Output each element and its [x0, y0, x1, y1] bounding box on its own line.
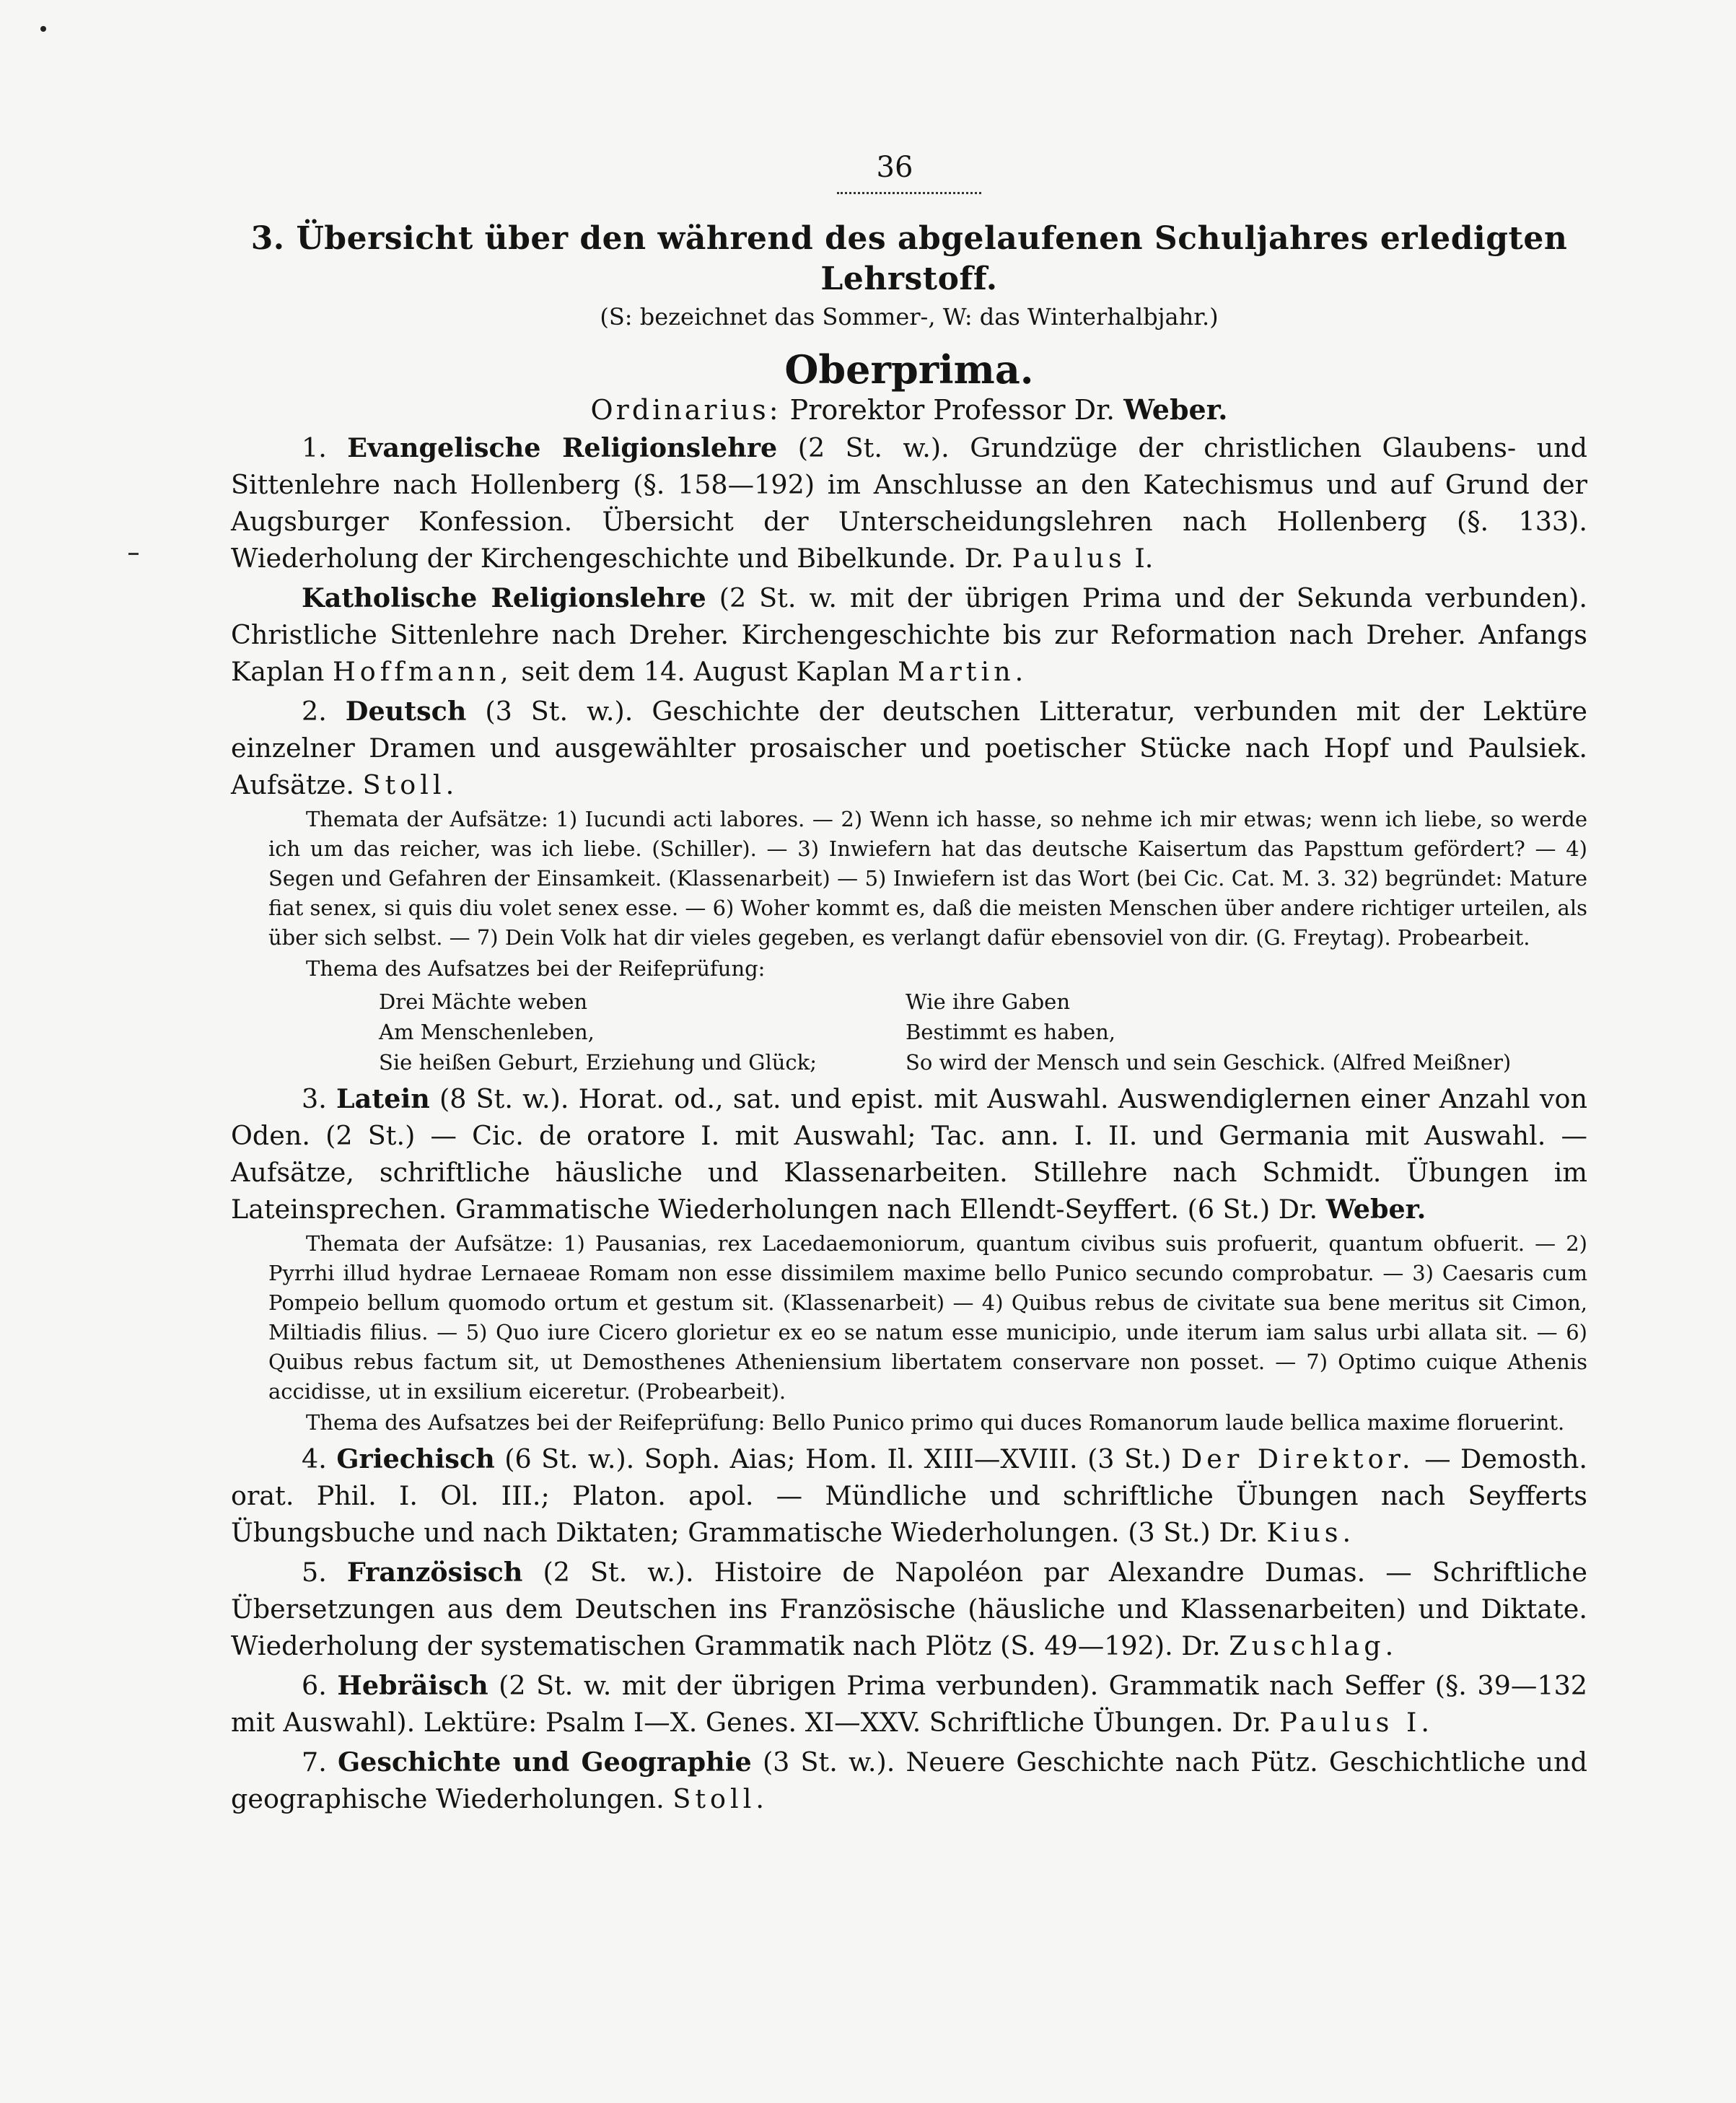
subject-text: (2 St. w. mit der übrigen Prima und der Sekunda verbunden). Christliche Sittenlehre nach Dreher. Kirchengeschichte bis zur Reformation nach Dreher. Anfangs Kaplan [231, 582, 1587, 687]
scan-mark [128, 553, 139, 555]
section-note: (S: bezeichnet das Sommer-, W: das Winterhalbjahr.) [600, 303, 1219, 331]
subject-religion-ev [231, 429, 1587, 577]
subject-name: Geschichte und Geographie [337, 1746, 752, 1778]
subject-latein [231, 1080, 1587, 1228]
subject-text: (3 St. w.). Geschichte der deutschen Litteratur, verbunden mit der Lektüre einzelner Dramen und ausgewählter prosaischer und poetischer Stücke nach Hopf und Paulsiek. Aufsätze. [231, 696, 1588, 800]
subject-name: Evangelische Religionslehre [347, 432, 778, 463]
subject-franzoesisch [231, 1554, 1587, 1664]
subject-religion-kath [231, 580, 1587, 690]
poem-line: So wird der Mensch und sein Geschick. (Alfred Meißner) [906, 1050, 1512, 1075]
subject-number: 2. [302, 696, 327, 727]
subject-griechisch [231, 1440, 1587, 1551]
document-page [231, 152, 1587, 1817]
scan-speck [40, 26, 46, 32]
section-title: 3. Übersicht über den während des abgelaufenen Schuljahres erledigten Lehrstoff. [250, 220, 1568, 297]
subject-deutsch [231, 693, 1587, 803]
teacher-name: Kius. [1266, 1517, 1356, 1548]
subject-number: 1. [302, 432, 327, 463]
subject-number: 4. [302, 1443, 327, 1474]
subject-text: (2 St. w. mit der übrigen Prima verbunden). Grammatik nach Seffer (§. 39—132 mit Auswahl). Lektüre: Psalm I—X. Genes. XI—XXV. Schriftliche Übungen. Dr. [231, 1670, 1588, 1738]
teacher-name: Paulus I. [1279, 1707, 1434, 1738]
subject-name: Griechisch [336, 1443, 495, 1474]
teacher-name: Paulus [1012, 543, 1126, 574]
poem-line: Am Menschenleben, [379, 1020, 595, 1044]
subject-text: (6 St. w.). Soph. Aias; Hom. Il. XIII—XVIII. (3 St.) [504, 1443, 1172, 1474]
subject-name: Hebräisch [337, 1670, 488, 1701]
teacher-name: Stoll. [672, 1783, 768, 1814]
subject-number: 3. [302, 1083, 327, 1114]
page-number: 36 [876, 151, 913, 184]
poem-line: Wie ihre Gaben [906, 989, 1071, 1014]
subject-hebraeisch [231, 1667, 1587, 1741]
subject-number: 6. [302, 1670, 327, 1701]
subject-text: (8 St. w.). Horat. od., sat. und epist. mit Auswahl. Auswendiglernen einer Anzahl von Oden. (2 St.) — Cic. de oratore I. mit Auswahl; Tac. ann. I. II. und Germania mit Auswahl. — Aufsätze, schriftliche häusliche und Klassenarbeiten. Stillehre nach Schmidt. Übungen im Lateinsprechen. Grammatische Wiederholungen nach Ellendt-Seyffert. (6 St.) Dr. [231, 1083, 1587, 1225]
teacher-suffix: I. [1134, 543, 1154, 574]
teacher-name: Der Direktor. [1181, 1443, 1415, 1474]
class-heading: Oberprima. [784, 346, 1034, 393]
ordinarius-value: Prorektor Professor Dr. [789, 394, 1115, 426]
subject-text: (2 St. w.). Grundzüge der christlichen Glaubens- und Sittenlehre nach Hollenberg (§. 158—192) im Anschlusse an den Katechismus und auf Grund der Augsburger Konfession. Übersicht der Unterscheidungslehren nach Hollenberg (§. 133). Wiederholung der Kirchengeschichte und Bibelkunde. Dr. [231, 432, 1587, 574]
latein-themes: Themata der Aufsätze: 1) Pausanias, rex Lacedaemoniorum, quantum civibus suis profuerit, quantum obfuerit. — 2) Pyrrhi illud hydrae Lernaeae Romam non esse dissimilem maxime bello Punico secundo comprobatur. — 3) Caesaris cum Pompeio bellum quomodo ortum et gestum sit. (Klassenarbeit) — 4) Quibus rebus de civitate sua bene meritus sit Cimon, Miltiadis filius. — 5) Quo iure Cicero glorietur ex eo se natum esse municipio, unde iterum iam salus urbi allata sit. — 6) Quibus rebus factum sit, ut Demosthenes Atheniensium libertatem conservare non posset. — 7) Optimo cuique Athenis accidisse, ut in exsilium eiceretur. (Probearbeit). [268, 1231, 1587, 1404]
teacher-name: Stoll. [362, 769, 459, 800]
subject-text: (2 St. w.). Histoire de Napoléon par Alexandre Dumas. — Schriftliche Übersetzungen aus dem Deutschen ins Französische (häusliche und Klassenarbeiten) und Diktate. Wiederholung der systematischen Grammatik nach Plötz (S. 49—192). Dr. [231, 1557, 1587, 1661]
subject-name: Katholische Religionslehre [302, 582, 706, 613]
subject-number: 7. [302, 1746, 327, 1778]
subject-name: Deutsch [345, 696, 467, 727]
poem-line: Drei Mächte weben [379, 989, 588, 1014]
poem-line: Sie heißen Geburt, Erziehung und Glück; [379, 1050, 817, 1075]
exam-poem [379, 987, 1587, 1077]
subject-name: Französisch [346, 1557, 523, 1588]
subject-text: (3 St. w.). Neuere Geschichte nach Pütz. Geschichtliche und geographische Wiederholungen. [231, 1746, 1588, 1814]
subject-number: 5. [302, 1557, 327, 1588]
poem-line: Bestimmt es haben, [906, 1020, 1116, 1044]
subject-text: — Demosth. orat. Phil. I. Ol. III.; Platon. apol. — Mündliche und schriftliche Übungen nach Seyfferts Übungsbuche und nach Diktaten; Grammatische Wiederholungen. (3 St.) Dr. [231, 1443, 1588, 1548]
deutsch-exam-theme-label: Thema des Aufsatzes bei der Reifeprüfung: [306, 956, 766, 981]
ordinarius-line [231, 393, 1587, 427]
teacher-name: Martin. [898, 656, 1028, 687]
subject-name: Latein [336, 1083, 430, 1114]
deutsch-themes: Themata der Aufsätze: 1) Iucundi acti labores. — 2) Wenn ich hasse, so nehme ich mir etwas; wenn ich liebe, so werde ich um das reicher, was ich liebe. (Schiller). — 3) Inwiefern hat das deutsche Kaisertum das Papsttum gefördert? — 4) Segen und Gefahren der Einsamkeit. (Klassenarbeit) — 5) Inwiefern ist das Wort (bei Cic. Cat. M. 3. 32) begründet: Mature fiat senex, si quis diu volet senex esse. — 6) Woher kommt es, daß die meisten Menschen über andere richtiger urteilen, als über sich selbst. — 7) Dein Volk hat dir vieles gegeben, es verlangt dafür ebensoviel von dir. (G. Freytag). Probearbeit. [268, 807, 1587, 950]
teacher-name: Hoffmann, [332, 656, 513, 687]
teacher-name: Weber. [1325, 1194, 1426, 1225]
subject-geschichte [231, 1744, 1587, 1817]
latein-exam-theme: Thema des Aufsatzes bei der Reifeprüfung: Bello Punico primo qui duces Romanorum laude bellica maxime floruerint. [306, 1410, 1565, 1435]
teacher-name: Zuschlag. [1229, 1630, 1398, 1661]
ordinarius-name: Weber. [1123, 393, 1228, 426]
subject-text-mid: seit dem 14. August Kaplan [521, 656, 890, 687]
page-number-ornament [837, 185, 981, 194]
ordinarius-label: Ordinarius: [590, 394, 781, 426]
